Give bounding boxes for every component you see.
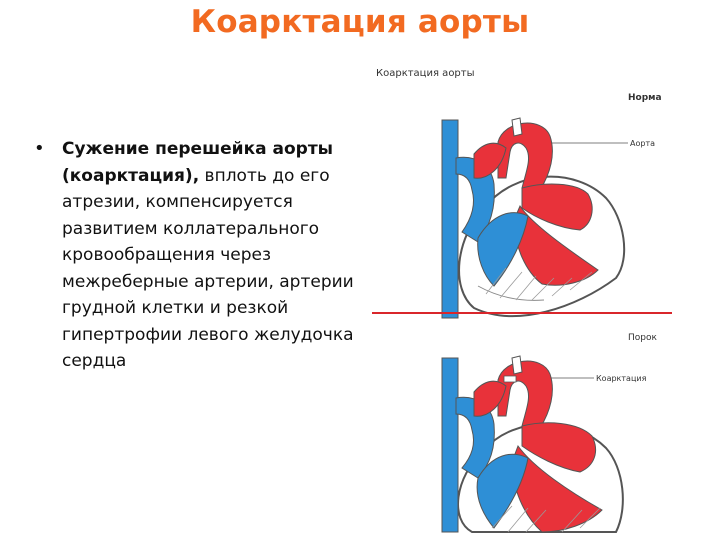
label-normal: Норма <box>628 93 662 103</box>
heart-normal <box>442 118 624 318</box>
coarctation-figure <box>366 58 680 538</box>
label-defect: Порок <box>628 333 657 343</box>
callout-coarctation: Коарктация <box>596 374 647 383</box>
bullet-text <box>62 136 354 375</box>
bullet-paragraph <box>34 136 354 375</box>
callout-aorta: Аорта <box>630 139 656 148</box>
slide-title: Коарктация аорты <box>190 4 530 40</box>
bullet-normal-text: вплоть до его атрезии, компенсируется развитием коллатерального кровообращения через межреберные артерии, артерии грудной клетки и резкой гипертрофии левого желудочка сердца <box>62 165 354 371</box>
figure-title: Коарктация аорты <box>376 68 475 79</box>
bullet-bold-text: Сужение перешейка аорты (коарктация), <box>62 139 334 186</box>
bullet-marker: • <box>34 138 45 159</box>
